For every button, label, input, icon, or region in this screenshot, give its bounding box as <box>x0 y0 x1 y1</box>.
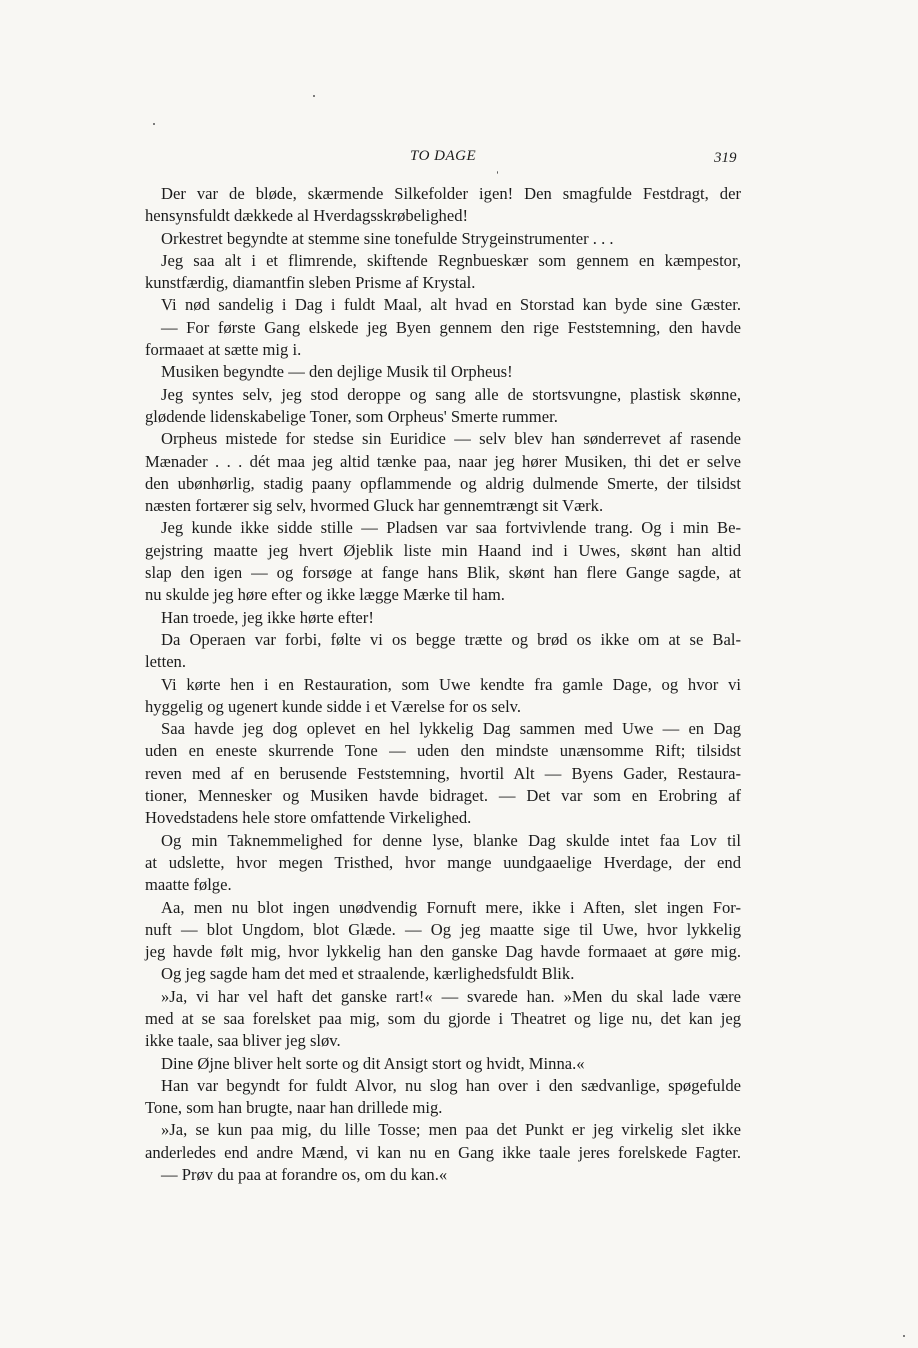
text-line: reven med af en berusende Feststemning, hvortil Alt — Byens Gader, Restaura- <box>145 763 741 783</box>
text-line: Hovedstadens hele store omfattende Virkelighed. <box>145 808 472 828</box>
text-line: at udslette, hvor megen Tristhed, hvor mange uundgaaelige Hverdage, der end <box>145 852 741 872</box>
running-title: TO DAGE <box>410 148 477 164</box>
text-line: — For første Gang elskede jeg Byen gennem den rige Feststemning, den havde <box>161 317 741 337</box>
text-line: »Ja, vi har vel haft det ganske rart!« — svarede han. »Men du skal lade være <box>161 986 741 1006</box>
text-line: tioner, Mennesker og Musiken havde bidraget. — Det var som en Erobring af <box>145 786 741 806</box>
text-line: Jeg kunde ikke sidde stille — Pladsen var saa fortvivlende trang. Og i min Be- <box>161 518 741 538</box>
text-line: maatte følge. <box>145 875 232 895</box>
text-line: »Ja, se kun paa mig, du lille Tosse; men paa det Punkt er jeg virkelig slet ikke <box>161 1120 741 1140</box>
page-number: 319 <box>714 150 737 166</box>
text-line: Jeg syntes selv, jeg stod deroppe og sang alle de stortsvungne, plastisk skønne, <box>161 384 741 404</box>
text-line: Han var begyndt for fuldt Alvor, nu slog han over i den sædvanlige, spøgefulde <box>161 1075 741 1095</box>
text-line: Tone, som han brugte, naar han drillede mig. <box>145 1098 443 1118</box>
text-line: Vi kørte hen i en Restauration, som Uwe kendte fra gamle Dage, og hvor vi <box>161 674 741 694</box>
text-line: Dine Øjne bliver helt sorte og dit Ansigt stort og hvidt, Minna.« <box>161 1053 585 1073</box>
text-line: anderledes end andre Mænd, vi kan nu en Gang ikke taale jeres forelskede Fagter. <box>145 1142 741 1162</box>
text-line: Aa, men nu blot ingen unødvendig Fornuft mere, ikke i Aften, slet ingen For- <box>161 897 741 917</box>
scan-speck <box>903 1335 905 1337</box>
text-line: Musiken begyndte — den dejlige Musik til Orpheus! <box>161 362 513 382</box>
text-line: uden en eneste skurrende Tone — uden den mindste unænsomme Rift; tilsidst <box>145 741 741 761</box>
text-line: hyggelig og ugenert kunde sidde i et Værelse for os selv. <box>145 696 522 716</box>
text-line: den ubønhørlig, stadig paany opflammende og aldrig dulmende Smerte, der tilsidst <box>145 473 741 493</box>
scan-speck <box>153 123 155 125</box>
text-line: Orpheus mistede for stedse sin Euridice — selv blev han sønderrevet af rasende <box>161 429 741 449</box>
text-line: nu skulde jeg høre efter og ikke lægge Mærke til ham. <box>145 585 505 605</box>
text-line: Saa havde jeg dog oplevet en hel lykkelig Dag sammen med Uwe — en Dag <box>161 719 741 739</box>
body-text <box>145 183 741 1186</box>
text-line: letten. <box>145 652 187 672</box>
text-line: Og jeg sagde ham det med et straalende, kærlighedsfuldt Blik. <box>161 964 575 984</box>
text-line: Vi nød sandelig i Dag i fuldt Maal, alt hvad en Storstad kan byde sine Gæster. <box>161 295 741 315</box>
scan-speck <box>497 171 498 174</box>
text-line: hensynsfuldt dækkede al Hverdagsskrøbelighed! <box>145 206 469 226</box>
text-line: gejstring maatte jeg hvert Øjeblik liste min Haand ind i Uwes, skønt han altid <box>145 540 741 560</box>
text-line: — Prøv du paa at forandre os, om du kan.« <box>161 1165 448 1185</box>
text-line: Orkestret begyndte at stemme sine tonefulde Strygeinstrumenter . . . <box>161 228 614 248</box>
text-line: kunstfærdig, diamantfin sleben Prisme af Krystal. <box>145 273 476 293</box>
text-line: Jeg saa alt i et flimrende, skiftende Regnbueskær som gennem en kæmpestor, <box>161 250 741 270</box>
text-line: næsten fortærer sig selv, hvormed Gluck har gennemtrængt sit Værk. <box>145 496 604 516</box>
text-line: formaaet at sætte mig i. <box>145 340 302 360</box>
scan-speck <box>313 95 315 97</box>
text-line: ikke taale, saa bliver jeg sløv. <box>145 1031 341 1051</box>
text-line: med at se saa forelsket paa mig, som du gjorde i Theatret og lige nu, det kan jeg <box>145 1008 741 1028</box>
text-line: Der var de bløde, skærmende Silkefolder igen! Den smagfulde Festdragt, der <box>161 184 741 203</box>
text-line: slap den igen — og forsøge at fange hans Blik, skønt han flere Gange sagde, at <box>145 563 741 583</box>
text-line: Da Operaen var forbi, følte vi os begge trætte og brød os ikke om at se Bal- <box>161 629 741 649</box>
text-line: glødende lidenskabelige Toner, som Orpheus' Smerte rummer. <box>145 406 558 426</box>
text-line: jeg havde følt mig, hvor lykkelig han den ganske Dag havde formaaet at gøre mig. <box>145 942 741 962</box>
text-line: Han troede, jeg ikke hørte efter! <box>161 607 374 627</box>
text-line: Og min Taknemmelighed for denne lyse, blanke Dag skulde intet faa Lov til <box>161 830 741 850</box>
text-line: Mænader . . . dét maa jeg altid tænke paa, naar jeg hører Musiken, thi det er selve <box>145 451 741 471</box>
text-line: nuft — blot Ungdom, blot Glæde. — Og jeg maatte sige til Uwe, hvor lykkelig <box>145 919 741 939</box>
